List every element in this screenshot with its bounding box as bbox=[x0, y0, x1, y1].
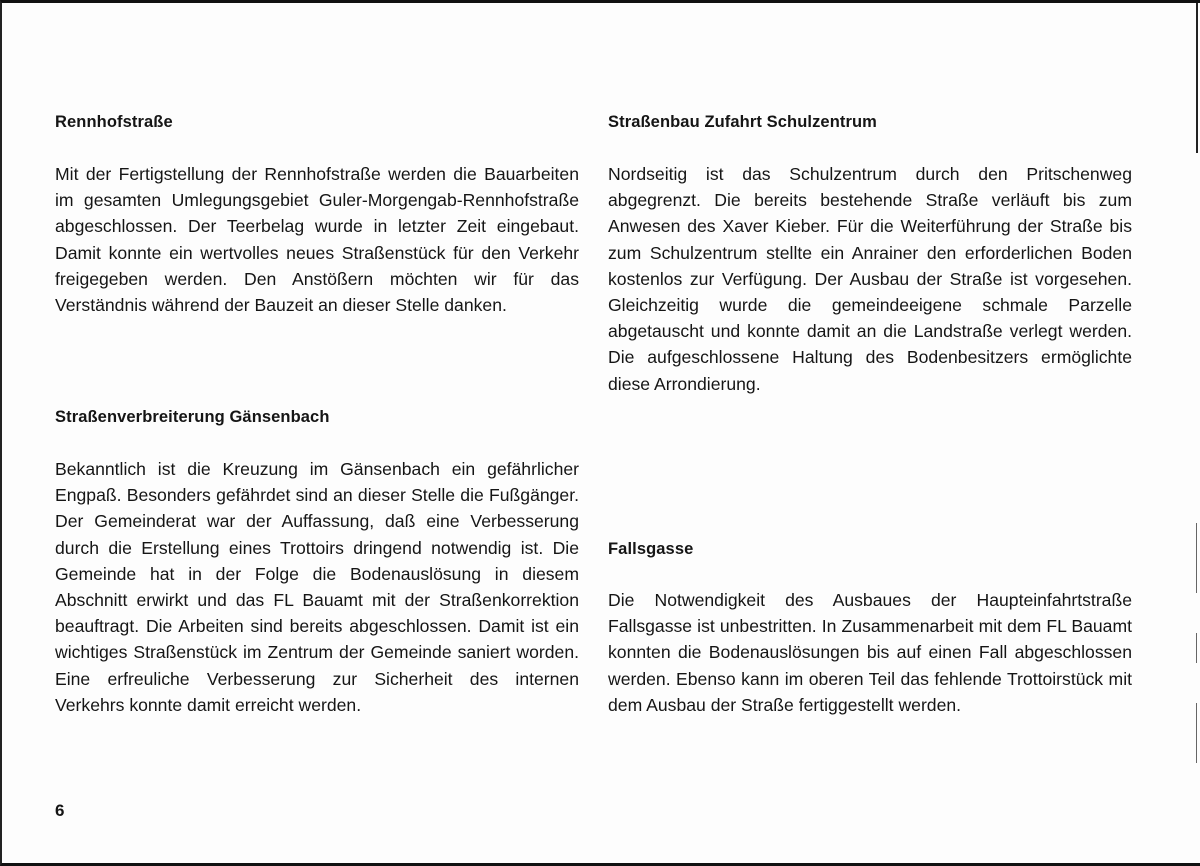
section-heading-rennhofstrasse: Rennhofstraße bbox=[55, 113, 173, 131]
page-edge-mark bbox=[1196, 523, 1197, 593]
section-body-strassenverbreiterung: Bekanntlich ist die Kreuzung im Gänsenbach ein gefährlicher Engpaß. Besonders gefährdet sind an dieser Stelle die Fußgänger. Der Gemeinderat war der Auffassung, daß eine Verbesserung durch die Erstellung eines Trottoirs dringend notwendig ist. Die Gemeinde hat in der Folge die Bodenauslösung in diesem Abschnitt erwirkt und das FL Bauamt mit der Straßenkorrektion beauftragt. Die Arbeiten sind bereits abgeschlossen. Damit ist ein wichtiges Straßenstück im Zentrum der Gemeinde saniert worden. Eine erfreuliche Verbesserung zur Sicherheit des internen Verkehrs konnte damit erreicht werden. bbox=[55, 459, 579, 715]
page-edge-line bbox=[1196, 3, 1198, 153]
section-body-schulzentrum: Nordseitig ist das Schulzentrum durch den Pritschenweg abgegrenzt. Die bereits bestehende Straße verläuft bis zum Anwesen des Xaver Kieber. Für die Weiterführung der Straße bis zum Schulzentrum stellte ein Anrainer den erforderlichen Boden kostenlos zur Verfügung. Der Ausbau der Straße ist vorgesehen. Gleichzeitig wurde die gemeindeeigene schmale Parzelle abgetauscht und konnte damit an die Landstraße verlegt werden. Die aufgeschlossene Haltung des Bodenbesitzers ermöglichte diese Arrondierung. bbox=[608, 164, 1132, 394]
section-body-rennhofstrasse: Mit der Fertigstellung der Rennhofstraße werden die Bauarbeiten im gesamten Umlegungsgebiet Guler-Morgengab-Rennhofstraße abgeschlossen. Der Teerbelag wurde in letzter Zeit eingebaut. Damit konnte ein wertvolles neues Straßenstück für den Verkehr freigegeben werden. Den Anstößern möchten wir für das Verständnis während der Bauzeit an dieser Stelle danken. bbox=[55, 164, 579, 316]
page-number: 6 bbox=[55, 801, 65, 820]
page-edge-mark bbox=[1196, 703, 1197, 763]
page-edge-mark bbox=[1196, 633, 1197, 663]
section-heading-fallsgasse: Fallsgasse bbox=[608, 540, 694, 558]
section-heading-schulzentrum: Straßenbau Zufahrt Schulzentrum bbox=[608, 113, 877, 131]
section-body-fallsgasse: Die Notwendigkeit des Ausbaues der Haupteinfahrtstraße Fallsgasse ist unbestritten. In Zusammenarbeit mit dem FL Bauamt konnten die Bodenauslösungen bis auf einen Fall abgeschlossen werden. Ebenso kann im oberen Teil das fehlende Trottoirstück mit dem Ausbau der Straße fertiggestellt werden. bbox=[608, 590, 1132, 715]
section-heading-strassenverbreiterung: Straßenverbreiterung Gänsenbach bbox=[55, 408, 330, 426]
